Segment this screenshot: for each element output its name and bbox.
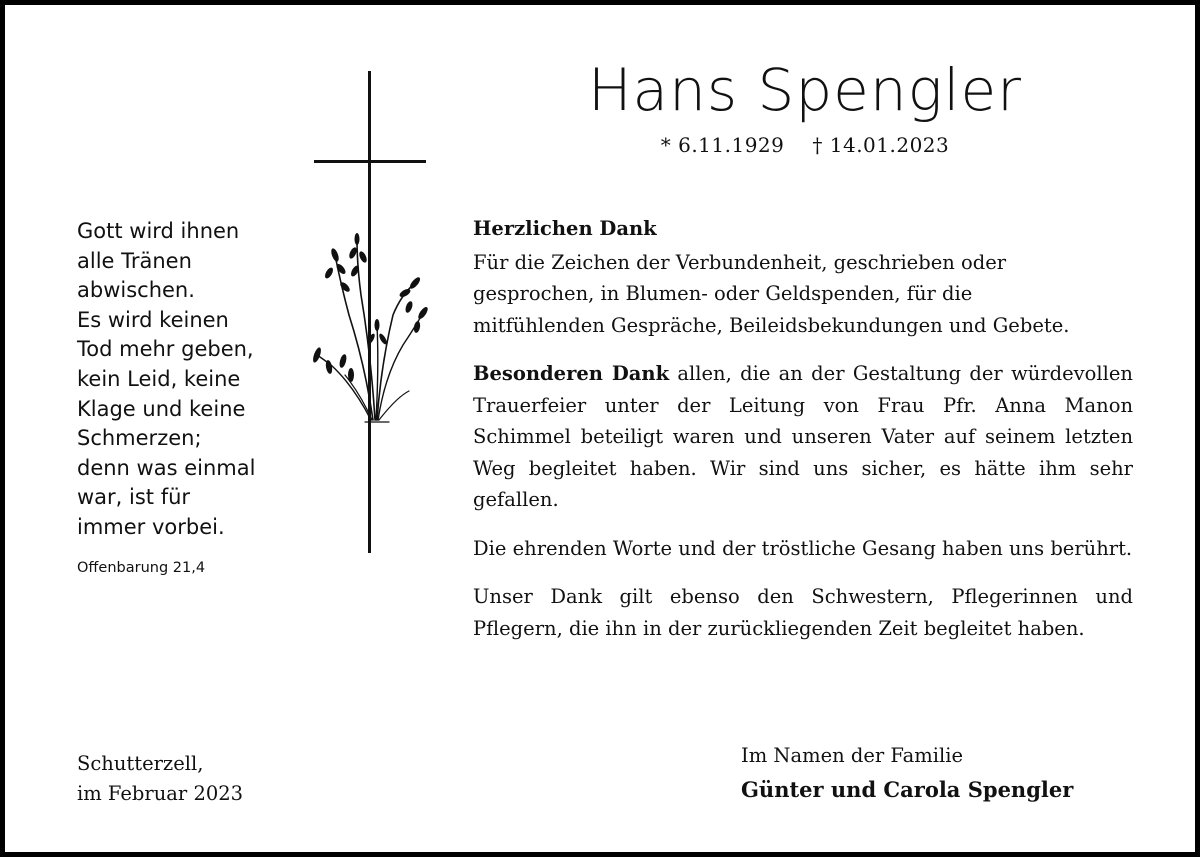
town: Schutterzell, [77,752,204,775]
verse-line: kein Leid, keine [77,366,241,391]
signature-line: Im Namen der Familie [741,744,963,767]
special-thanks [473,358,1133,516]
place-date [77,749,243,809]
verse-line: alle Tränen [77,248,192,273]
thanks-heading: Herzlichen Dank [473,217,657,240]
verse-line: denn was einmal [77,455,256,480]
intro-line: mitfühlenden Gespräche, Beileidsbekundungen und Gebete. [473,313,1070,337]
cross-bar [314,160,426,163]
life-dates [605,133,1005,157]
verse-line: immer vorbei. [77,514,225,539]
signature-names: Günter und Carola Spengler [741,777,1074,802]
signature [741,739,1073,807]
death-date: † 14.01.2023 [812,133,950,157]
special-thanks-label: Besonderen Dank [473,362,670,385]
thanks-intro [473,247,1133,342]
grass-illustration [305,215,435,435]
verse-line: Tod mehr geben, [77,337,254,362]
verse-line: Schmerzen; [77,426,202,451]
verse-reference: Offenbarung 21,4 [77,560,206,576]
verse-line: war, ist für [77,485,191,510]
intro-line: Für die Zeichen der Verbundenheit, geschrieben oder [473,250,1007,274]
intro-line: gesprochen, in Blumen- oder Geldspenden, für die [473,282,973,305]
care-paragraph: Unser Dank gilt ebenso den Schwestern, Pflegerinnen und Pflegern, die ihn in der zurückliegenden Zeit begleitet haben. [473,585,1133,640]
deceased-name: Hans Spengler [587,56,1023,124]
birth-date: * 6.11.1929 [660,133,785,157]
month-year: im Februar 2023 [77,782,244,805]
special-thanks-text: allen, die an der Gestaltung der würdevollen Trauerfeier unter der Leitung von Frau Pfr. Anna Manon Schimmel beteiligt waren und unseren Vater auf seinem letzten Weg begleitet haben. Wir sind uns sicher, es hätte ihm sehr gefallen. [473,362,1133,511]
verse-line: Klage und keine [77,396,246,421]
verse-line: abwischen. [77,278,195,303]
verse-line: Gott wird ihnen [77,219,240,243]
verse-line: Es wird keinen [77,307,229,332]
thanks-text [473,213,1133,644]
bible-verse [77,217,307,543]
words-paragraph: Die ehrenden Worte und der tröstliche Gesang haben uns berührt. [473,536,1133,560]
